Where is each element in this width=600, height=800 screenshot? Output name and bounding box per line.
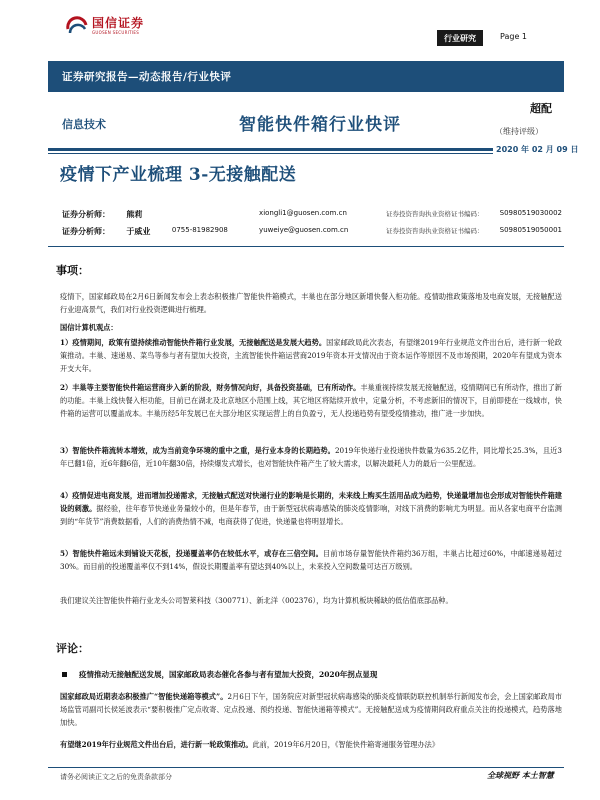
cert-number: S0980519050001 — [499, 226, 562, 234]
analyst-row — [62, 209, 562, 220]
date-divider-thin — [48, 153, 564, 154]
report-type-band: 证券研究报告—动态报告/行业快评 — [48, 61, 564, 92]
analyst-phone — [172, 209, 259, 220]
analyst-name: 于威业 — [126, 226, 151, 236]
sector-label: 信息技术 — [62, 118, 106, 131]
guosen-logo — [66, 15, 144, 37]
view-point-2 — [60, 381, 562, 420]
cert-label: 证券投资咨询执业资格证书编码： — [385, 227, 484, 235]
comment-bullet — [62, 669, 562, 680]
view-point-4 — [60, 489, 562, 528]
comments-heading: 评论： — [56, 642, 89, 655]
analyst-email: yuweiye@guosen.com.cn — [259, 226, 349, 234]
analyst-role: 证券分析师： — [62, 209, 110, 219]
cert-label: 证券投资咨询执业资格证书编码： — [385, 210, 484, 218]
main-title: 疫情下产业梳理 3-无接触配送 — [60, 165, 297, 185]
page-number: Page 1 — [500, 32, 527, 41]
report-date: 2020 年 02 月 09 日 — [493, 144, 581, 155]
events-heading: 事项： — [56, 264, 89, 277]
view-point-4-lead: 4）疫情促进电商发展，进而增加投递需求，无接触式配送对快递行业的影响是长期的，未来线上购买生活用品成为趋势，快递量增加也会形成对智能快件箱建设的刺激。 — [60, 491, 562, 513]
comment-paragraph-2 — [60, 738, 562, 751]
bullet-square-icon — [62, 672, 67, 677]
view-point-3 — [60, 444, 562, 470]
view-point-5 — [60, 547, 562, 573]
view-point-2-lead: 2）丰巢等主要智能快件箱运营商步入新的阶段，财务情况向好，具备投资基础，已有所动作。 — [60, 383, 361, 392]
footer-disclaimer: 请务必阅读正文之后的免责条款部分 — [60, 773, 172, 781]
doc-type-badge: 行业研究 — [437, 30, 483, 46]
recommendation-paragraph: 我们建议关注智能快件箱行业龙头公司智莱科技（300771）、新北洋（002376），均为计算机板块稀缺的低估值底部品种。 — [60, 596, 453, 605]
cert-number: S0980519030002 — [499, 209, 562, 217]
analyst-phone: 0755-81982908 — [171, 226, 228, 234]
view-point-3-lead: 3）智能快件箱流转本增效，成为当前竞争环境的重中之重，是行业本身的长期趋势。 — [60, 446, 335, 455]
comment-1-text: 2月6日下午，国务院应对新型冠状病毒感染的肺炎疫情联防联控机制举行新闻发布会，会上国家邮政局市场监管司副司长侯延波表示“要积极推广定点收寄、定点投递、预约投递、智能快递箱等模式”。无接触配送成为疫情期间政府重点关注的投递模式，趋势落地加快。 — [60, 692, 562, 727]
comment-bullet-text: 疫情推动无接触配送发展，国家邮政局表态催化各参与者有望加大投资，2020年拐点显现 — [79, 670, 378, 679]
comment-paragraph-1 — [60, 690, 562, 729]
rating: 超配 — [530, 102, 552, 115]
view-point-5-lead: 5）智能快件箱远未到铺设天花板，投递覆盖率仍在较低水平，或存在三倍空间。 — [60, 549, 324, 558]
events-paragraph: 疫情下，国家邮政局在2月6日新闻发布会上表态积极推广智能快件箱模式，丰巢也在部分地区新增快餐入柜功能。疫情助推政策落地及电商发展，无接触配送行业迎高景气，我们对行业投资逻辑进行梳理。 — [60, 292, 562, 314]
view-point-4-text: 据经验，往年春节快递业务量较小的，但是年春节，由于新型冠状病毒感染的肺炎疫情影响，对线下消费的影响尤为明显。而从各家电商平台监测到的“年货节”消费数据看，人们的消费热情不减，电商获得了促进，快递量也将明显增长。 — [60, 504, 562, 526]
analyst-divider — [48, 246, 564, 247]
views-label: 国信计算机观点： — [60, 323, 118, 332]
analyst-name: 熊莉 — [126, 209, 143, 219]
comment-2-lead: 有望继2019年行业规范文件出台后，进行新一轮政策推动。 — [60, 740, 253, 749]
logo-en: GUOSEN SECURITIES — [92, 29, 140, 35]
view-point-1-lead: 1）疫情期间，政策有望持续推动智能快件箱行业发展，无接触配送是发展大趋势。 — [60, 338, 327, 347]
view-point-2-text: 丰巢重视持续发展无接触配送，疫情期间已有所动作，推出了新的功能。丰巢上线快餐入柜功能，目前已在湖北及北京地区小范围上线，其它地区将陆续开放中，定量分析，不考虑新旧的情况下，目前即使在一线城市，快件箱的运营可以覆盖成本。丰巢历经5年发展已在大部分地区实现运营上的自负盈亏，无人投递趋势有望受疫情推动，推广进一步加快。 — [60, 383, 562, 418]
analyst-row — [62, 226, 562, 237]
date-divider — [48, 148, 564, 151]
logo-name: 国信证券 — [92, 15, 145, 30]
analyst-email: xiongli1@guosen.com.cn — [259, 209, 347, 217]
comment-2-text: 此前，2019年6月20日，《智能快件箱寄递服务管理办法》 — [252, 740, 440, 749]
analyst-role: 证券分析师： — [62, 226, 110, 236]
view-point-3-text: 2019年快递行业投递快件数量为635.2亿件，同比增长25.3%，且近3年已翻1倍，近6年翻6倍，近10年翻30倍，持续爆发式增长，也对智能快件箱产生了较大需求，以解决最耗人力的最后一公里配送。 — [60, 446, 562, 468]
view-point-1-text: 国家邮政局此次表态，有望继2019年行业规范文件出台后，进行新一轮政策推动。丰巢、速递易、菜鸟等参与者有望加大投资，主流智能快件箱运营商2019年资本开支情况由于资本运作等原因不及市场预期，2020年有望成为资本开支大年。 — [60, 338, 562, 373]
comment-1-lead: 国家邮政局近期表态积极推广“智能快递箱等模式”。 — [60, 692, 228, 701]
view-point-1 — [60, 336, 562, 375]
footer-slogan: 全球视野 本土智慧 — [487, 770, 554, 780]
view-point-5-text: 目前市场存量智能快件箱约36万组，丰巢占比超过60%，中邮速递易超过30%。而目前的投递覆盖率仅不到14%，假设长期覆盖率有望达到40%以上，未来投入空间数量可达百万级别。 — [60, 549, 562, 571]
rating-note: （维持评级） — [495, 127, 543, 136]
report-title: 智能快件箱行业快评 — [239, 115, 401, 135]
guosen-logo-icon — [66, 15, 88, 37]
footer-divider — [48, 767, 564, 768]
